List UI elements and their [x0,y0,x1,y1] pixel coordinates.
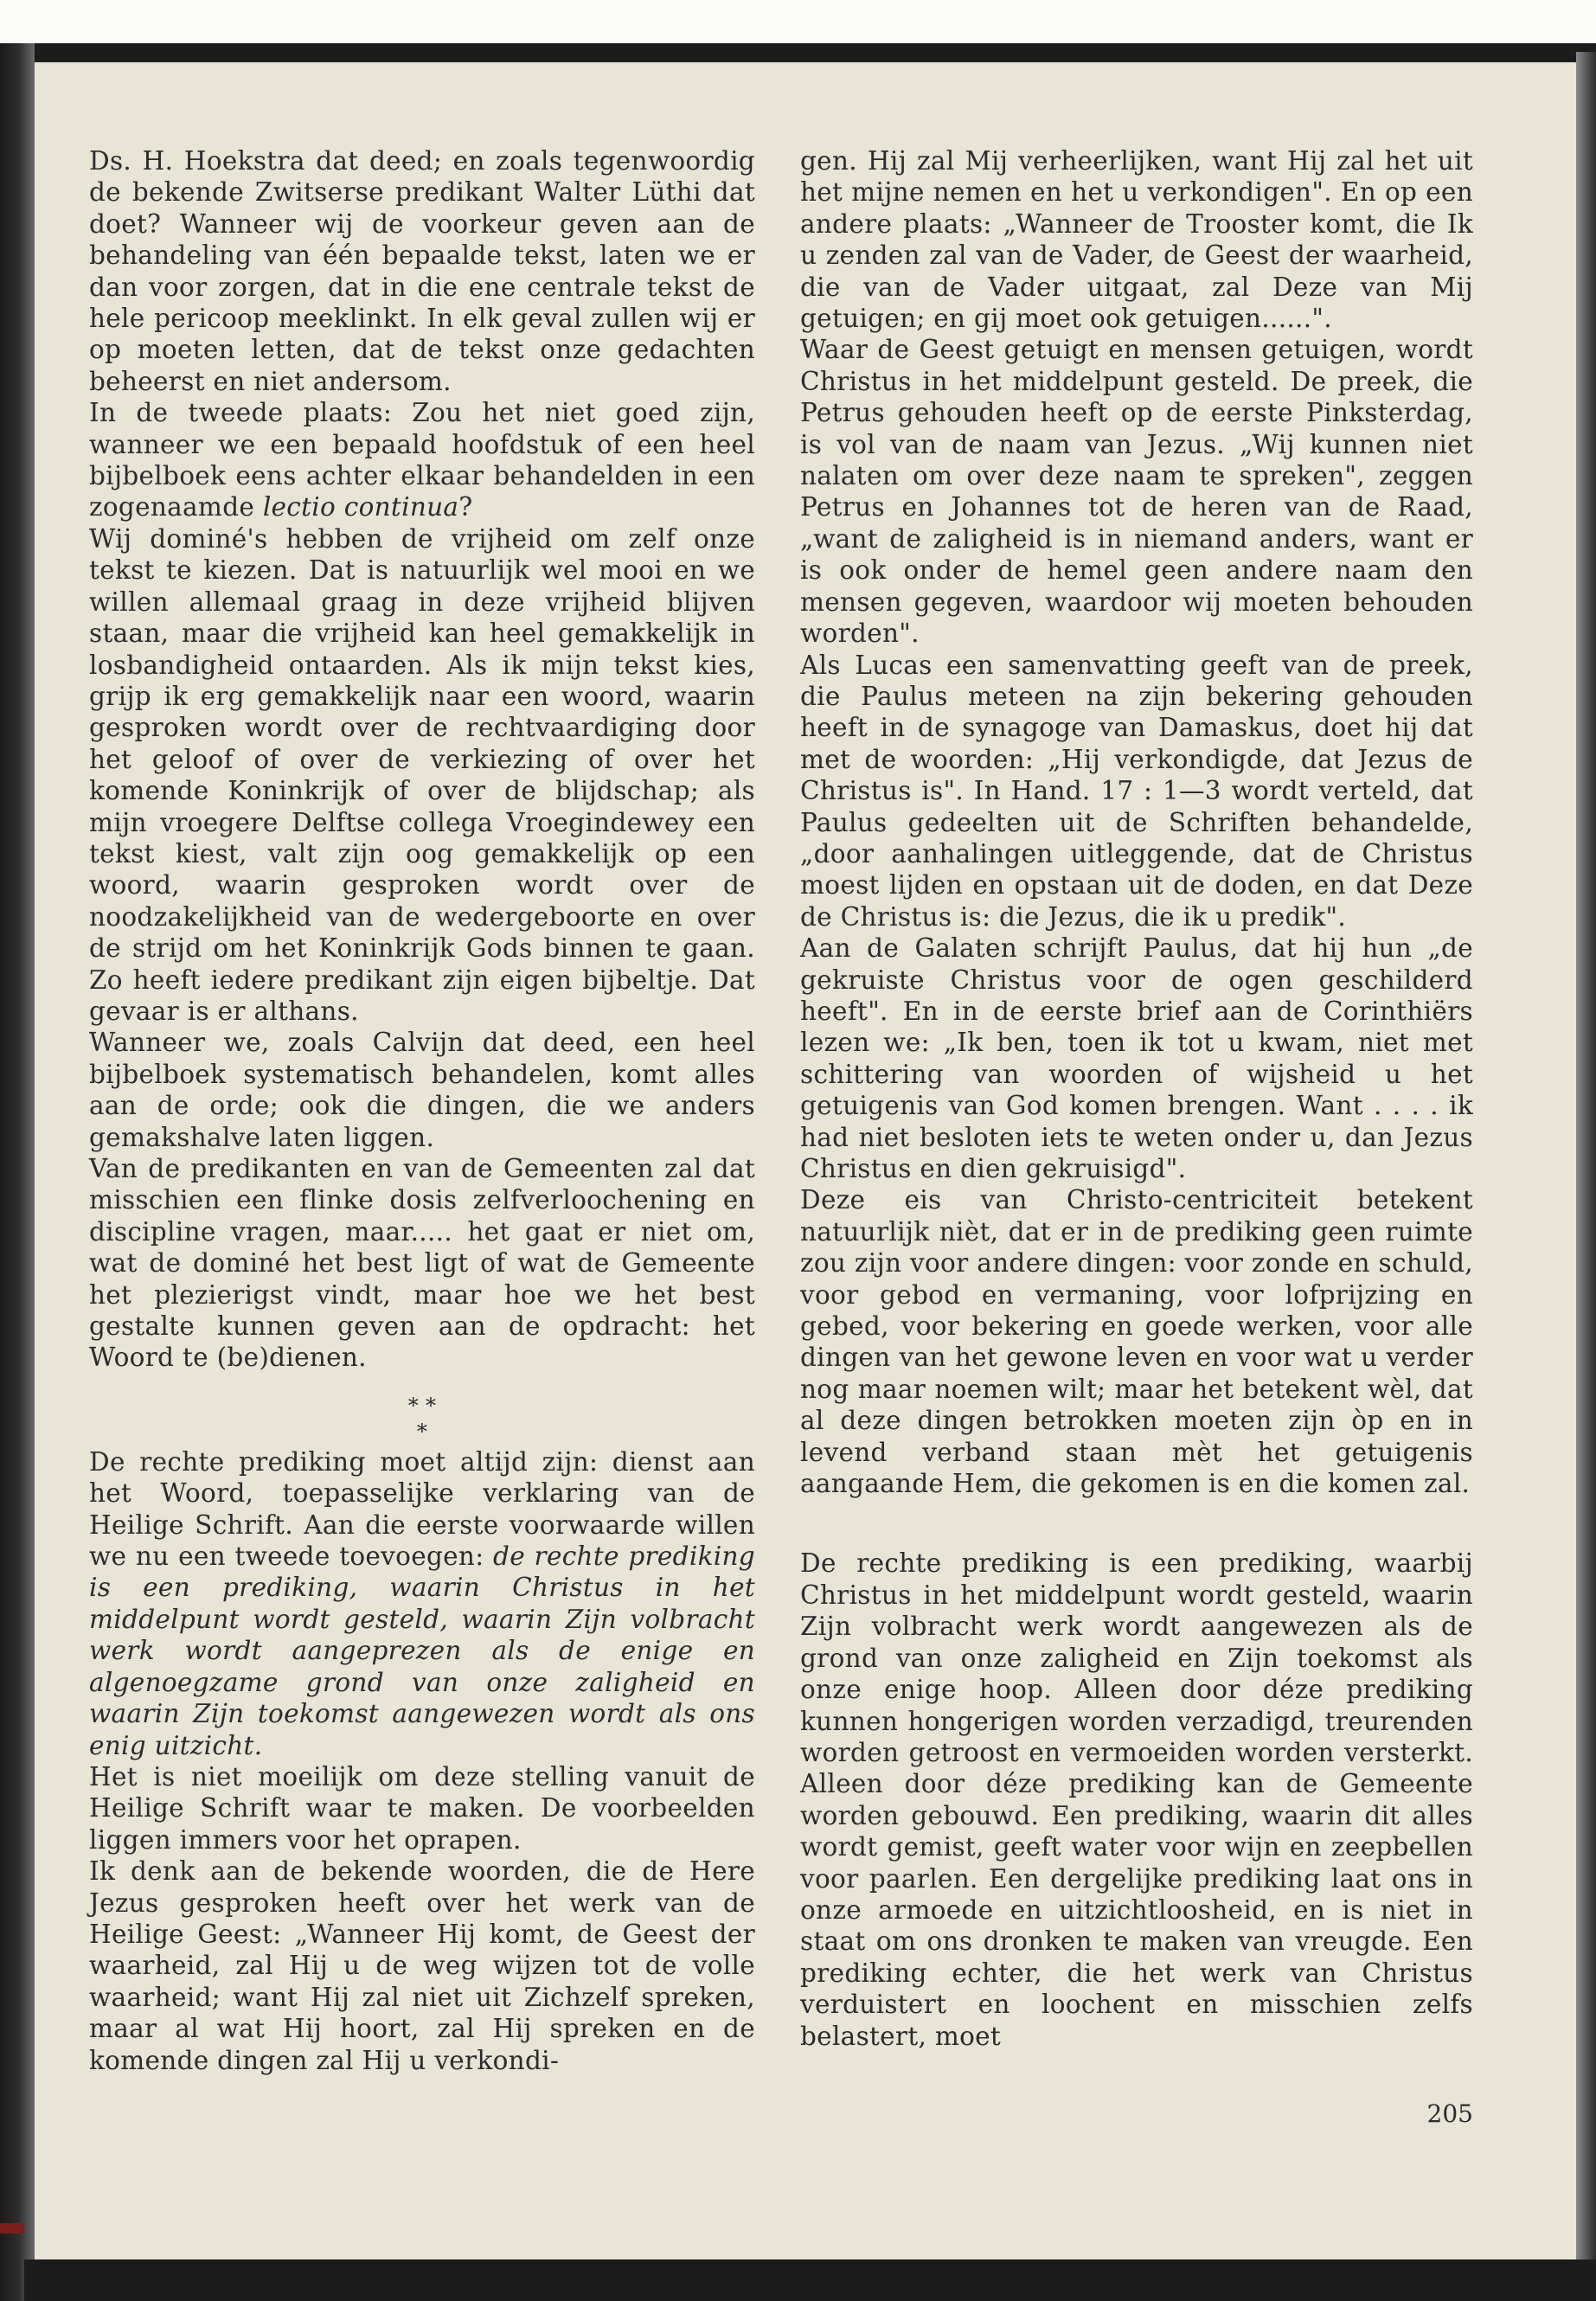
section-divider-asterisks: * * * [407,1393,437,1444]
paragraph: Waar de Geest getuigt en mensen getuigen, wordt Christus in het middelpunt gesteld. De preek, die Petrus gehouden heeft op de eerste Pinksterdag, is vol van de naam van Jezus. „Wij kunnen niet nalaten om over deze naam te spreken", zeggen Petrus en Johannes tot de heren van de Raad, „want de zaligheid is in niemand anders, want er is ook onder de hemel geen andere naam den mensen gegeven, waardoor wij moeten behouden worden". [800,335,1473,649]
page-number: 205 [1426,2099,1473,2128]
scan-bottom-border [24,2259,1596,2301]
text-span: De rechte prediking moet altijd zijn: dienst aan het Woord, toepasselijke verklaring van de Heilige Schrift. Aan die eerste voorwaarde willen we nu een tweede toevoegen: [89,1446,755,1572]
paragraph: Aan de Galaten schrijft Paulus, dat hij hun „de gekruiste Christus voor de ogen geschilderd heeft". En in de eerste brief aan de Corinthiërs lezen we: „Ik ben, toen ik tot u kwam, niet met schittering van woorden of wijsheid u het getuigenis van God komen brengen. Want . . . . ik had niet besloten iets te weten onder u, dan Jezus Christus en dien gekruisigd". [800,933,1473,1183]
text-span: In de tweede plaats: Zou het niet goed zijn, wanneer we een bepaald hoofdstuk of een heel bijbelboek eens achter elkaar behandelden in een zogenaamde [89,398,755,522]
text-span: ? [458,492,473,522]
paragraph: Het is niet moeilijk om deze stelling vanuit de Heilige Schrift waar te maken. De voorbeelden liggen immers voor het oprapen. [89,1761,755,1855]
book-binding-mark [0,2223,24,2234]
paragraph: De rechte prediking is een prediking, waarbij Christus in het middelpunt wordt gesteld, waarin Zijn volbracht werk wordt aangewezen als de grond van onze zaligheid en Zijn toekomst als onze enige hoop. Alleen door déze prediking kunnen hongerigen worden verzadigd, treurenden worden getroost en vermoeiden worden versterkt. Alleen door déze prediking kan de Gemeente worden gebouwd. Een prediking, waarin dit alles wordt gemist, geeft water voor wijn en zeepbellen voor paarlen. Een dergelijke prediking laat ons in onze armoede en uitzichtloosheid, en is niet in staat om ons dronken te maken van vreugde. Een prediking echter, die het werk van Christus verduistert en loochent en misschien zelfs belastert, moet [800,1548,1473,2051]
paragraph: Wanneer we, zoals Calvijn dat deed, een heel bijbelboek systematisch behandelen, komt alles aan de orde; ook die dingen, die we anders gemakshalve laten liggen. [89,1028,755,1152]
paragraph: Ik denk aan de bekende woorden, die de Here Jezus gesproken heeft over het werk van de Heilige Geest: „Wanneer Hij komt, de Geest der waarheid, zal Hij u de weg wijzen tot de volle waarheid; want Hij zal niet uit Zichzelf spreken, maar al wat Hij hoort, zal Hij spreken en de komende dingen zal Hij u verkondi- [89,1856,755,2075]
paragraph: Ds. H. Hoekstra dat deed; en zoals tegenwoordig de bekende Zwitserse predikant Walter Lüthi dat doet? Wanneer wij de voorkeur geven aan de behandeling van één bepaalde tekst, laten we er dan voor zorgen, dat in die ene centrale tekst de hele pericoop meeklinkt. In elk geval zullen wij er op moeten letten, dat de tekst onze gedachten beheerst en niet andersom. [89,146,755,396]
paragraph: Van de predikanten en van de Gemeenten zal dat misschien een flinke dosis zelfverloochening en discipline vragen, maar..... het gaat er niet om, wat de dominé het best ligt of wat de Gemeente het plezierigst vindt, maar hoe we het best gestalte kunnen geven aan de opdracht: het Woord te (be)dienen. [89,1154,755,1373]
left-text-column [89,145,755,2076]
italic-thesis: de rechte prediking is een prediking, waarin Christus in het middelpunt wordt gesteld, waarin Zijn volbracht werk wordt aangeprezen als de enige en algenoegzame grond van onze zaligheid en waarin Zijn toekomst aangewezen wordt als ons enig uitzicht. [89,1541,755,1760]
paragraph [89,1446,755,1761]
paragraph: Wij dominé's hebben de vrijheid om zelf onze tekst te kiezen. Dat is natuurlijk wel mooi en we willen allemaal graag in deze vrijheid blijven staan, maar die vrijheid kan heel gemakkelijk in losbandigheid ontaarden. Als ik mijn tekst kies, grijp ik erg gemakkelijk naar een woord, waarin gesproken wordt over de rechtvaardiging door het geloof of over de verkiezing of over het komende Koninkrijk of over de blijdschap; als mijn vroegere Delftse collega Vroegindewey een tekst kiest, valt zijn oog gemakkelijk op een woord, waarin gesproken wordt over de noodzakelijkheid van de wedergeboorte en over de strijd om het Koninkrijk Gods binnen te gaan. Zo heeft iedere predikant zijn eigen bijbeltje. Dat gevaar is er althans. [89,523,755,1026]
paragraph: Deze eis van Christo-centriciteit betekent natuurlijk nièt, dat er in de prediking geen ruimte zou zijn voor andere dingen: voor zonde en schuld, voor gebod en vermaning, voor lofprijzing en gebed, voor bekering en goede werken, voor alle dingen van het gewone leven en voor wat u verder nog maar noemen wilt; maar het betekent wèl, dat al deze dingen betrokken moeten zijn òp en in levend verband staan mèt het getuigenis aangaande Hem, die gekomen is en die komen zal. [800,1185,1473,1499]
scan-top-border [24,43,1596,62]
paragraph [89,397,755,523]
paragraph-gap [800,1499,1473,1548]
paragraph: gen. Hij zal Mij verheerlijken, want Hij zal het uit het mijne nemen en het u verkondigen". En op een andere plaats: „Wanneer de Trooster komt, die Ik u zenden zal van de Vader, de Geest der waarheid, die van de Vader uitgaat, zal Deze van Mij getuigen; en gij moet ook getuigen......". [800,146,1473,334]
scan-right-border [1576,52,1596,2284]
paragraph: Als Lucas een samenvatting geeft van de preek, die Paulus meteen na zijn bekering gehouden heeft in de synagoge van Damaskus, doet hij dat met de woorden: „Hij verkondigde, dat Jezus de Christus is". In Hand. 17 : 1—3 wordt verteld, dat Paulus gedeelten uit de Schriften behandelde, „door aanhalingen uitleggende, dat de Christus moest lijden en opstaan uit de doden, en dat Deze de Christus is: die Jezus, die ik u predik". [800,650,1473,932]
scan-left-border [0,43,35,2301]
right-text-column [800,145,1473,2052]
italic-term: lectio continua [262,492,459,522]
